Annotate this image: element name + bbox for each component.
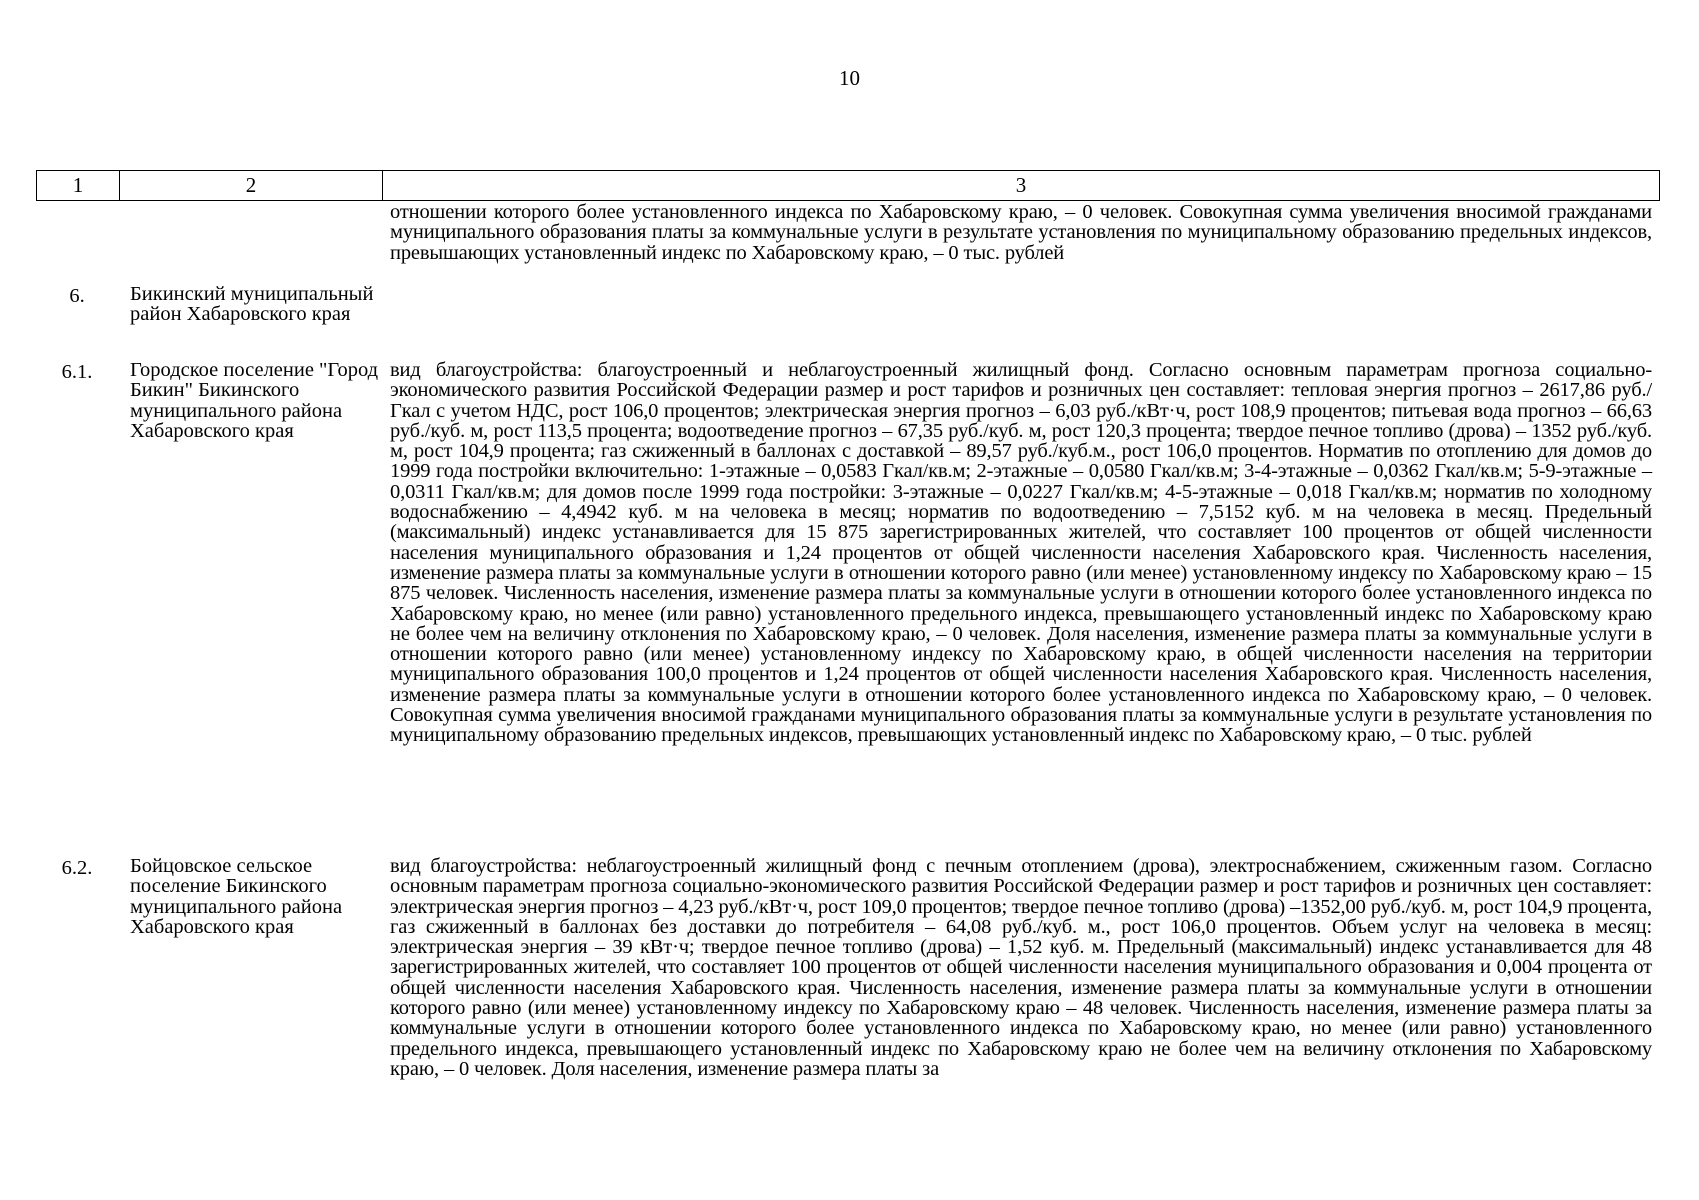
table-row [36,360,1660,856]
municipality-name: Бойцовское сельское поселение Бикинского муниципального района Хабаровского края [130,855,343,938]
row-description [380,284,1660,360]
header-col-3: 3 [1015,173,1027,197]
row-description: отношении которого более установленного индекса по Хабаровскому краю, – 0 человек. Совокупная сумма увеличения вносимой гражданами муниципального образования платы за коммунальные услуги в результате установления по муниципальному образованию предельных индексов, превышающих установленный индекс по Хабаровскому краю, – 0 тыс. рублей [390,201,1652,264]
row-description: вид благоустройства: неблагоустроенный жилищный фонд с печным отоплением (дрова), электроснабжением, сжиженным газом. Согласно основным параметрам прогноза социально-экономического развития Российской Федерации размер и рост тарифов и розничных цен составляет: электрическая энергия прогноз – 4,23 руб./кВт·ч, рост 109,0 процентов; твердое печное топливо (дрова) –1352,00 руб./куб. м, рост 104,9 процента, газ сжиженный в баллонах без доставки до потребителя – 64,08 руб./куб. м., рост 106,0 процентов. Объем услуг на человека в месяц: электрическая энергия – 39 кВт·ч; твердое печное топливо (дрова) – 1,52 куб. м. Предельный (максимальный) индекс устанавливается для 48 зарегистрированных жителей, что составляет 100 процентов от общей численности населения муниципального образования и 0,004 процента от общей численности населения Хабаровского края. Численность населения, изменение размера платы за коммунальные услуги в отношении которого равно (или менее) установленному индексу по Хабаровскому краю – 48 человек. Численность населения, изменение размера платы за коммунальные услуги в отношении которого более установленного индекса по Хабаровскому краю, но менее (или равно) установленного предельного индекса, превышающего установленный индекс по Хабаровскому краю не более чем на величину отклонения по Хабаровскому краю, – 0 человек. Доля населения, изменение размера платы за [390,855,1652,1080]
municipality-name: Бикинский муниципальный район Хабаровского края [130,283,374,326]
row-number: 6.1. [61,361,93,383]
header-col-2: 2 [120,171,383,200]
municipality-name [118,202,380,284]
header-col-1: 1 [37,171,120,200]
municipality-name: Городское поселение "Город Бикин" Бикинского муниципального района Хабаровского края [130,359,379,442]
table-row [36,202,1660,284]
table-row [36,284,1660,360]
row-description: вид благоустройства: благоустроенный и неблагоустроенный жилищный фонд. Согласно основным параметрам прогноза социально-экономического развития Российской Федерации размер и рост тарифов и розничных цен составляет: тепловая энергия прогноз – 2617,86 руб./Гкал с учетом НДС, рост 106,0 процентов; электрическая энергия прогноз – 6,03 руб./кВт·ч, рост 108,9 процентов; питьевая вода прогноз – 66,63 руб./куб. м, рост 113,5 процента; водоотведение прогноз – 67,35 руб./куб. м, рост 120,3 процента; твердое печное топливо (дрова) – 1352 руб./куб. м, рост 104,9 процента; газ сжиженный в баллонах с доставкой – 89,57 руб./куб.м., рост 106,0 процентов. Норматив по отоплению для домов до 1999 года постройки включительно: 1-этажные – 0,0583 Гкал/кв.м; 2-этажные – 0,0580 Гкал/кв.м; 3-4-этажные – 0,0362 Гкал/кв.м; 5-9-этажные – 0,0311 Гкал/кв.м; для домов после 1999 года постройки: 3-этажные – 0,0227 Гкал/кв.м; 4-5-этажные – 0,018 Гкал/кв.м; норматив по холодному водоснабжению – 4,4942 куб. м на человека в месяц; норматив по водоотведению – 7,5152 куб. м на человека в месяц. Предельный (максимальный) индекс устанавливается для 15 875 зарегистрированных жителей, что составляет 100 процентов от общей численности населения муниципального образования и 1,24 процентов от общей численности населения Хабаровского края. Численность населения, изменение размера платы за коммунальные услуги в отношении которого равно (или менее) установленному индексу по Хабаровскому краю – 15 875 человек. Численность населения, изменение размера платы за коммунальные услуги в отношении которого более установленного индекса по Хабаровскому краю, но менее (или равно) установленного предельного индекса, превышающего установленный индекс по Хабаровскому краю не более чем на величину отклонения по Хабаровскому краю, – 0 человек. Доля населения, изменение размера платы за коммунальные услуги в отношении которого равно (или менее) установленному индексу по Хабаровскому краю, в общей численности населения на территории муниципального образования 100,0 процентов и 1,24 процентов от общей численности населения Хабаровского края. Численность населения, изменение размера платы за коммунальные услуги в отношении которого более установленного индекса по Хабаровскому краю, – 0 человек. Совокупная сумма увеличения вносимой гражданами муниципального образования платы за коммунальные услуги в результате установления по муниципальному образованию предельных индексов, превышающих установленный индекс по Хабаровскому краю, – 0 тыс. рублей [390,359,1652,747]
table-header [36,170,1660,201]
page-number: 10 [839,66,860,90]
row-number: 6.2. [61,857,93,879]
row-number [36,202,118,284]
table-body [36,202,1660,1126]
table-row [36,856,1660,1126]
row-number: 6. [69,285,85,307]
